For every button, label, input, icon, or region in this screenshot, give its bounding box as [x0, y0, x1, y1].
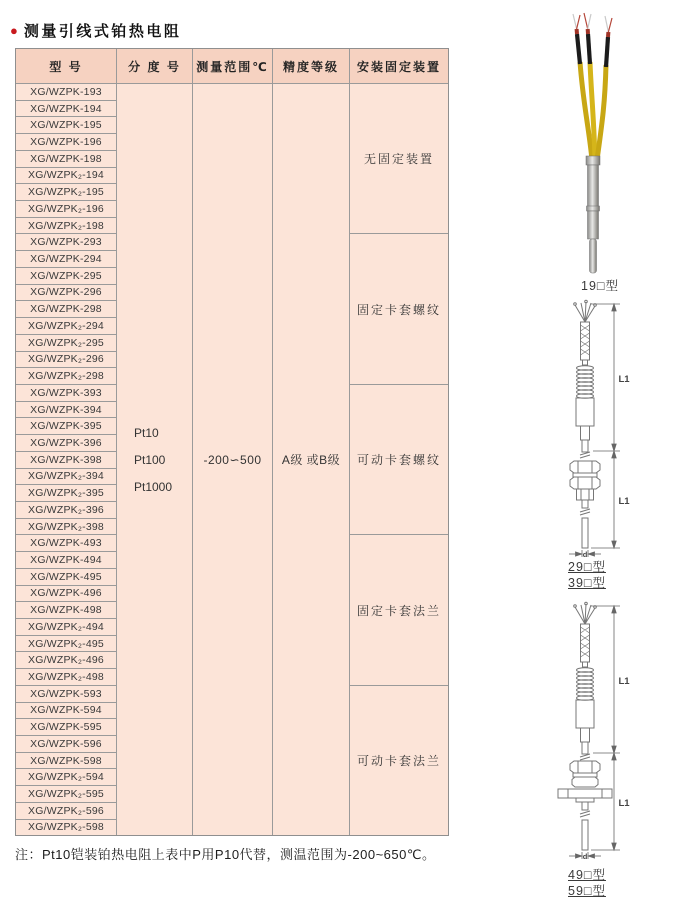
model-cell: XG/WZPK-496: [16, 586, 116, 602]
figure-label: 29□型: [568, 560, 606, 574]
figure-19-label: 19□型: [581, 279, 619, 293]
model-cell: XG/WZPK-293: [16, 234, 116, 250]
model-cell: XG/WZPK₂-194: [16, 168, 116, 184]
model-cell: XG/WZPK₂-596: [16, 803, 116, 819]
model-cell: XG/WZPK₂-294: [16, 318, 116, 334]
figure-29-39-labels: [568, 560, 606, 591]
sleeve-bands: [577, 29, 609, 37]
model-cell: XG/WZPK-595: [16, 719, 116, 735]
model-cell: XG/WZPK₂-296: [16, 352, 116, 368]
range-cell: -200∽500: [193, 84, 272, 835]
dimension-lines: [569, 606, 620, 859]
figure-label: 59□型: [568, 883, 606, 898]
footnote: 注：Pt10铠装铂热电阻上表中P用P10代替，测温范围为-200~650℃。: [15, 847, 436, 862]
cable-spring-body: [574, 602, 597, 760]
model-cell: XG/WZPK₂-195: [16, 184, 116, 200]
model-cell: XG/WZPK-498: [16, 602, 116, 618]
dim-label-L1-top: L1: [618, 676, 630, 687]
accuracy-cell: A级 或B级: [273, 84, 349, 835]
graduation-value: Pt10: [134, 425, 159, 440]
model-cell: XG/WZPK-596: [16, 736, 116, 752]
model-cell: XG/WZPK₂-398: [16, 519, 116, 535]
col-header-graduation: 分 度 号: [117, 49, 192, 83]
model-cell: XG/WZPK₂-298: [16, 368, 116, 384]
model-cell: XG/WZPK₂-196: [16, 201, 116, 217]
model-cell: XG/WZPK-394: [16, 402, 116, 418]
figure-19-probe-photo: [560, 8, 640, 276]
spec-table: [15, 48, 449, 836]
page-title: [10, 20, 181, 41]
model-cell: XG/WZPK₂-594: [16, 769, 116, 785]
lead-cables: [580, 62, 606, 160]
model-cell: XG/WZPK-294: [16, 251, 116, 267]
figure-label: 49□型: [568, 868, 606, 882]
dim-label-L1-bottom: L1: [618, 798, 630, 809]
model-cell: XG/WZPK-195: [16, 117, 116, 133]
mounting-device-cell: 可动卡套螺纹: [350, 385, 448, 534]
figure-49-59-labels: [568, 868, 606, 899]
model-cell: XG/WZPK₂-395: [16, 485, 116, 501]
model-cell: XG/WZPK-495: [16, 569, 116, 585]
model-cell: XG/WZPK₂-198: [16, 218, 116, 234]
figure-29-39-drawing: [545, 298, 665, 560]
mounting-device-cell: 无固定装置: [350, 84, 448, 233]
graduation-value: Pt100: [134, 452, 166, 467]
cable-spring-body: [574, 300, 597, 458]
model-cell: XG/WZPK-598: [16, 753, 116, 769]
model-cell: XG/WZPK-494: [16, 552, 116, 568]
ferrule-flange-fitting: [558, 761, 612, 850]
mounting-device-cell: 固定卡套螺纹: [350, 234, 448, 383]
model-cell: XG/WZPK-395: [16, 418, 116, 434]
col-header-mounting: 安装固定装置: [350, 49, 448, 83]
model-cell: XG/WZPK₂-595: [16, 786, 116, 802]
col-header-model: 型 号: [16, 49, 116, 83]
mounting-device-cell: 固定卡套法兰: [350, 535, 448, 684]
model-cell: XG/WZPK₂-295: [16, 335, 116, 351]
graduation-value: Pt1000: [134, 479, 173, 494]
dim-label-d: d: [582, 550, 588, 559]
model-cell: XG/WZPK-298: [16, 301, 116, 317]
figure-label: 39□型: [568, 575, 606, 590]
ferrule-thread-fitting: [570, 461, 600, 548]
model-cell: XG/WZPK-594: [16, 703, 116, 719]
model-cell: XG/WZPK-398: [16, 452, 116, 468]
wire-tips: [573, 13, 612, 32]
col-header-accuracy: 精度等级: [273, 49, 349, 83]
model-cell: XG/WZPK₂-598: [16, 820, 116, 836]
model-cell: XG/WZPK-193: [16, 84, 116, 100]
dim-label-L1-top: L1: [618, 374, 630, 385]
model-cell: XG/WZPK-296: [16, 285, 116, 301]
model-cell: XG/WZPK-295: [16, 268, 116, 284]
dimension-lines: [569, 304, 620, 557]
metal-probe: [586, 156, 600, 273]
page-title-text: 测量引线式铂热电阻: [23, 23, 182, 40]
model-cell: XG/WZPK-198: [16, 151, 116, 167]
figure-49-59-drawing: [545, 600, 665, 862]
dim-label-d: d: [582, 852, 588, 861]
model-cell: XG/WZPK₂-494: [16, 619, 116, 635]
mounting-device-cell: 可动卡套法兰: [350, 686, 448, 835]
title-bullet-icon: ●: [10, 23, 18, 38]
model-cell: XG/WZPK₂-396: [16, 502, 116, 518]
model-cell: XG/WZPK₂-498: [16, 669, 116, 685]
graduation-cell: [117, 84, 192, 835]
model-cell: XG/WZPK-194: [16, 101, 116, 117]
model-cell: XG/WZPK₂-394: [16, 469, 116, 485]
model-cell: XG/WZPK-393: [16, 385, 116, 401]
model-cell: XG/WZPK₂-496: [16, 652, 116, 668]
model-cell: XG/WZPK-396: [16, 435, 116, 451]
dim-label-L1-bottom: L1: [618, 496, 630, 507]
model-cell: XG/WZPK-493: [16, 535, 116, 551]
model-cell: XG/WZPK-196: [16, 134, 116, 150]
col-header-range: 测量范围℃: [193, 49, 272, 83]
model-cell: XG/WZPK-593: [16, 686, 116, 702]
model-cell: XG/WZPK₂-495: [16, 636, 116, 652]
